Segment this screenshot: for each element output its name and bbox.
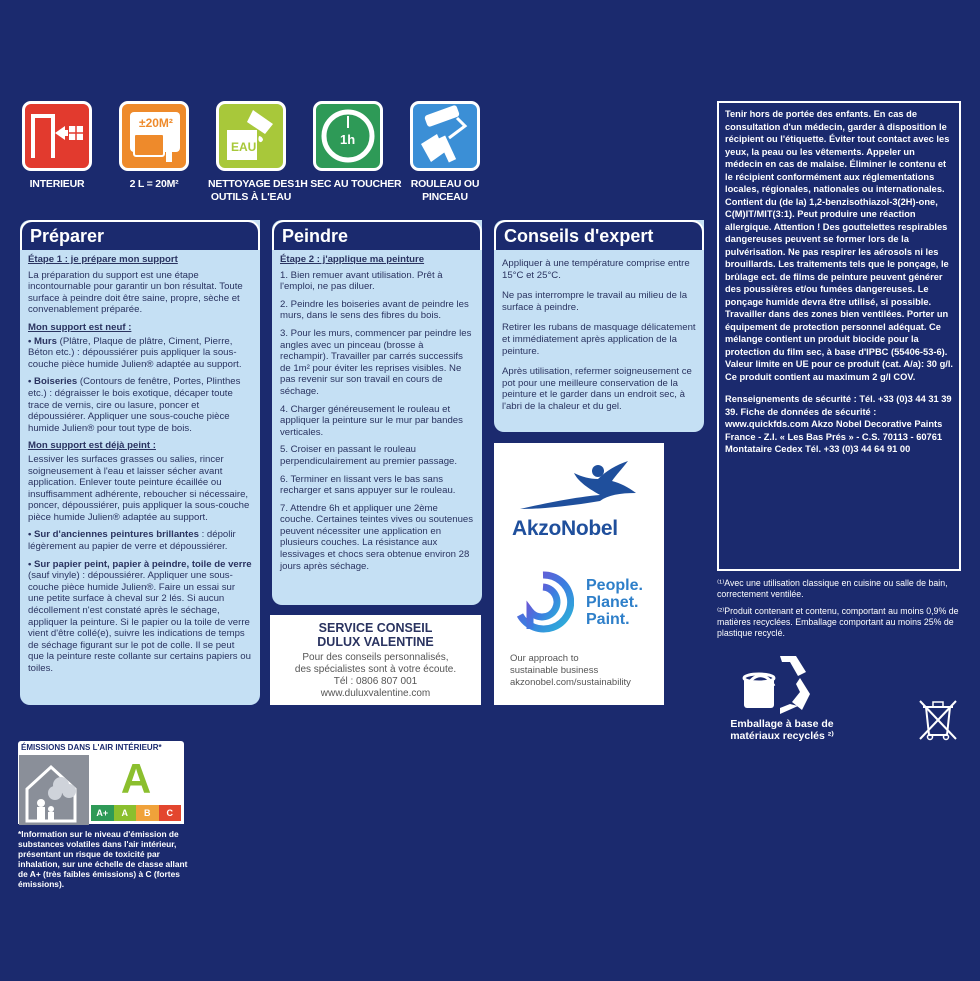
conseil-item: Ne pas interrompre le travail au milieu de la surface à peindre. <box>502 290 688 313</box>
coverage-badge: ±20M² <box>139 116 173 130</box>
emission-header: ÉMISSIONS DANS L'AIR INTÉRIEUR* <box>18 741 184 754</box>
peindre-step-item: 1. Bien remuer avant utilisation. Prêt à l'emploi, ne pas diluer. <box>280 269 443 293</box>
peindre-step-item: 7. Attendre 6h et appliquer une 2ème couche. Certaines teintes vives ou soutenues peuvent nécessiter une application en plusieurs couches. La résistance aux lessivages et chocs sera obtenue environ 28 jours après séchage. <box>280 502 474 572</box>
safety-main: Tenir hors de portée des enfants. En cas de consultation d'un médecin, garder à disposition le récipient ou l'étiquette. Éviter tout contact avec les yeux, la peau ou les vêtements. Appeler un médecin en cas de malaise. Éliminer le contenu et le récipient conformément aux réglementations locales, régionales, nationales ou internationales. Contient du (de la) 1,2-benzisothiazol-3(2H)-one, C(M)IT/MIT(3:1). Peut produire une réaction allergique. Attention ! Des gouttelettes respirables dangereuses peuvent se former lors de la pulvérisation. Ne pas respirer les aérosols ni les brouillards. Les traitements tels que le ponçage, le brûlage ect. de films de peinture peuvent générer des poussières et/ou fumées dangereuses. Le ponçage humide devra être utilisé, si possible. Travailler dans des zones bien ventilées. Porter un équipement de protection personnel adéquat. Ce mélange contient un produit biocide pour la protection du film sec, à base d'IPBC (55406-53-6). Valeur limite en UE pour ce produit (cat. A/a): 30 g/l. Ce produit contient au maximum 2 g/l COV. <box>725 109 953 382</box>
safety-box <box>717 101 961 571</box>
service-phone: Tél : 0806 807 001 <box>333 676 418 687</box>
painted-text: Lessiver les surfaces grasses ou salies, rincer soigneusement à l'eau et laisser sécher avant application. Enlever toute peinture écaillée ou insuffisamment adhérente, reboucher si nécessaire, poncer, dépoussiérer, puis appliquer la sous-couche pièce humide Julien® adaptée au support. <box>28 453 250 523</box>
peindre-step-item: 6. Terminer en lissant vers le bas sans recharger et sans appuyer sur le rouleau. <box>280 473 456 497</box>
conseil-item: Retirer les rubans de masquage délicatement et immédiatement après application de la peinture. <box>502 322 696 357</box>
emission-grade: A <box>120 755 152 802</box>
recycle-icon <box>740 652 820 718</box>
coverage-icon <box>119 101 189 171</box>
approach-line-2: sustainable business <box>510 665 599 676</box>
house-icon <box>19 755 89 825</box>
akzonobel-brand: AkzoNobel <box>512 517 618 540</box>
service-conseil <box>270 615 481 705</box>
people-planet-paint-icon <box>512 571 574 635</box>
scale-c: C <box>159 805 182 821</box>
service-title-1: SERVICE CONSEIL <box>318 621 433 635</box>
dry-time-badge: 1h <box>340 132 356 147</box>
recycle-label-1: Emballage à base de <box>730 718 834 730</box>
roller-brush-icon <box>410 101 480 171</box>
interior-icon <box>22 101 92 171</box>
peindre-step-item: 3. Pour les murs, commencer par peindre les angles avec un pinceau (brosse à rechampir). Travailler par carrés successifs de 1m² pour éviter les reprises visibles. Ne pas revenir sur son travail en cours de séchage. <box>280 327 472 397</box>
peindre-panel <box>272 220 482 605</box>
coverage-caption: 2 L = 20M² <box>129 178 179 190</box>
tagline-paint: Paint. <box>586 611 630 628</box>
conseils-panel <box>494 220 704 432</box>
boiseries-text: • Boiseries (Contours de fenêtre, Portes, Plinthes etc.) : dégraisser le bois exotique, décaper toute trace de vernis, cire ou lasure, poncer et dépoussiérer. Appliquer une sous-couche pièce humide Julien® pour tout type de bois. <box>28 376 241 434</box>
scale-b: B <box>136 805 159 821</box>
conseil-item: Appliquer à une température comprise entre 15°C et 25°C. <box>502 258 690 281</box>
tagline-planet: Planet. <box>586 594 639 611</box>
tagline-people: People. <box>586 577 643 594</box>
water-cleanup-caption: NETTOYAGE DES OUTILS À L'EAU <box>207 178 295 203</box>
glossy-text: • Sur d'anciennes peintures brillantes : dépolir légèrement au papier de verre et dépoussiérer. <box>28 529 236 553</box>
footnote-2: ⁽²⁾Produit contenant et contenu, comportant au moins 0,9% de matières recyclées. Emballage comportant au moins 25% de plastique recyclé. <box>717 606 959 638</box>
service-line-1: Pour des conseils personnalisés, <box>302 652 449 663</box>
scale-a-plus: A+ <box>91 805 114 821</box>
painted-support-title: Mon support est déjà peint : <box>28 440 156 452</box>
emission-footnote: *Information sur le niveau d'émission de substances volatiles dans l'air intérieur, présentant un risque de toxicité par inhalation, sur une échelle de classe allant de A+ (très faibles émissions) à C (fortes émissions). <box>18 829 188 889</box>
safety-contact: Renseignements de sécurité : Tél. +33 (0)3 44 31 39 39. Fiche de données de sécurité : www.quickfds.com Akzo Nobel Decorative Paints France - Z.I. « Les Bas Prés » - C.S. 70113 - 60761 Montataire Cedex Tél. +33 (0)3 44 64 91 00 <box>725 394 952 454</box>
water-badge: EAU <box>231 140 257 154</box>
preparer-step: Étape 1 : je prépare mon support <box>28 254 178 265</box>
preparer-panel <box>20 220 260 705</box>
peindre-step-item: 2. Peindre les boiseries avant de peindre les murs, dans le sens des fibres du bois. <box>280 298 469 322</box>
dry-time-icon <box>313 101 383 171</box>
conseil-item: Après utilisation, refermer soigneusement ce pot pour une meilleure conservation de la peinture et le garder dans un endroit sec, à l'abri de la chaleur et du gel. <box>502 366 692 412</box>
new-support-title: Mon support est neuf : <box>28 321 132 333</box>
crossed-bin-icon <box>916 697 960 743</box>
emission-label <box>18 741 184 824</box>
conseils-title: Conseils d'expert <box>494 220 704 250</box>
peindre-step-item: 4. Charger généreusement le rouleau et appliquer la peinture sur le mur par bandes verticales. <box>280 403 463 438</box>
service-line-2: des spécialistes sont à votre écoute. <box>294 664 457 675</box>
water-cleanup-icon <box>216 101 286 171</box>
footnote-1: ⁽¹⁾Avec une utilisation classique en cuisine ou salle de bain, correctement ventilée. <box>717 578 948 599</box>
sustainability-url[interactable]: akzonobel.com/sustainability <box>510 677 631 688</box>
interior-caption: INTERIEUR <box>29 178 85 190</box>
wallpaper-text: • Sur papier peint, papier à peindre, toile de verre (sauf vinyle) : dépoussiérer. Appliquer une sous-couche pièce humide Julien®. Faire un essai sur une petite surface à cheval sur 2 lés. Si aucun décollement n'est constaté après le séchage, appliquer la peinture. Si le papier ou la toile de verre vient d'être collé(e), suivre les indications de temps de séchage figurant sur le pot de colle. Il se peut que la peinture reste collante sur certains papiers ou toiles. <box>28 558 252 674</box>
roller-brush-caption: ROULEAU OU PINCEAU <box>410 178 480 203</box>
peindre-step-item: 5. Croiser en passant le rouleau perpendiculairement au premier passage. <box>280 444 458 467</box>
peindre-title: Peindre <box>272 220 482 250</box>
murs-text: • Murs (Plâtre, Plaque de plâtre, Ciment, Pierre, Béton etc.) : dépoussiérer puis appliquer la sous-couche pièce humide Julien® adaptée au support. <box>28 335 242 370</box>
peindre-step: Étape 2 : j'applique ma peinture <box>280 254 425 265</box>
approach-line-1: Our approach to <box>510 653 579 664</box>
footnotes <box>717 578 967 645</box>
scale-a: A <box>114 805 137 821</box>
preparer-intro: La préparation du support est une étape incontournable pour garantir un bon résultat. Toute surface à peindre doit être saine, propre, sèche et convenablement préparée. <box>28 269 243 316</box>
dry-time-caption: 1H SEC AU TOUCHER <box>294 178 402 190</box>
akzonobel-panel <box>494 443 664 705</box>
akzonobel-logo-icon <box>516 457 646 515</box>
recycle-label-2: matériaux recyclés ²⁾ <box>730 730 834 742</box>
service-title-2: DULUX VALENTINE <box>317 635 434 649</box>
preparer-title: Préparer <box>20 220 260 250</box>
service-website[interactable]: www.duluxvalentine.com <box>320 688 431 699</box>
